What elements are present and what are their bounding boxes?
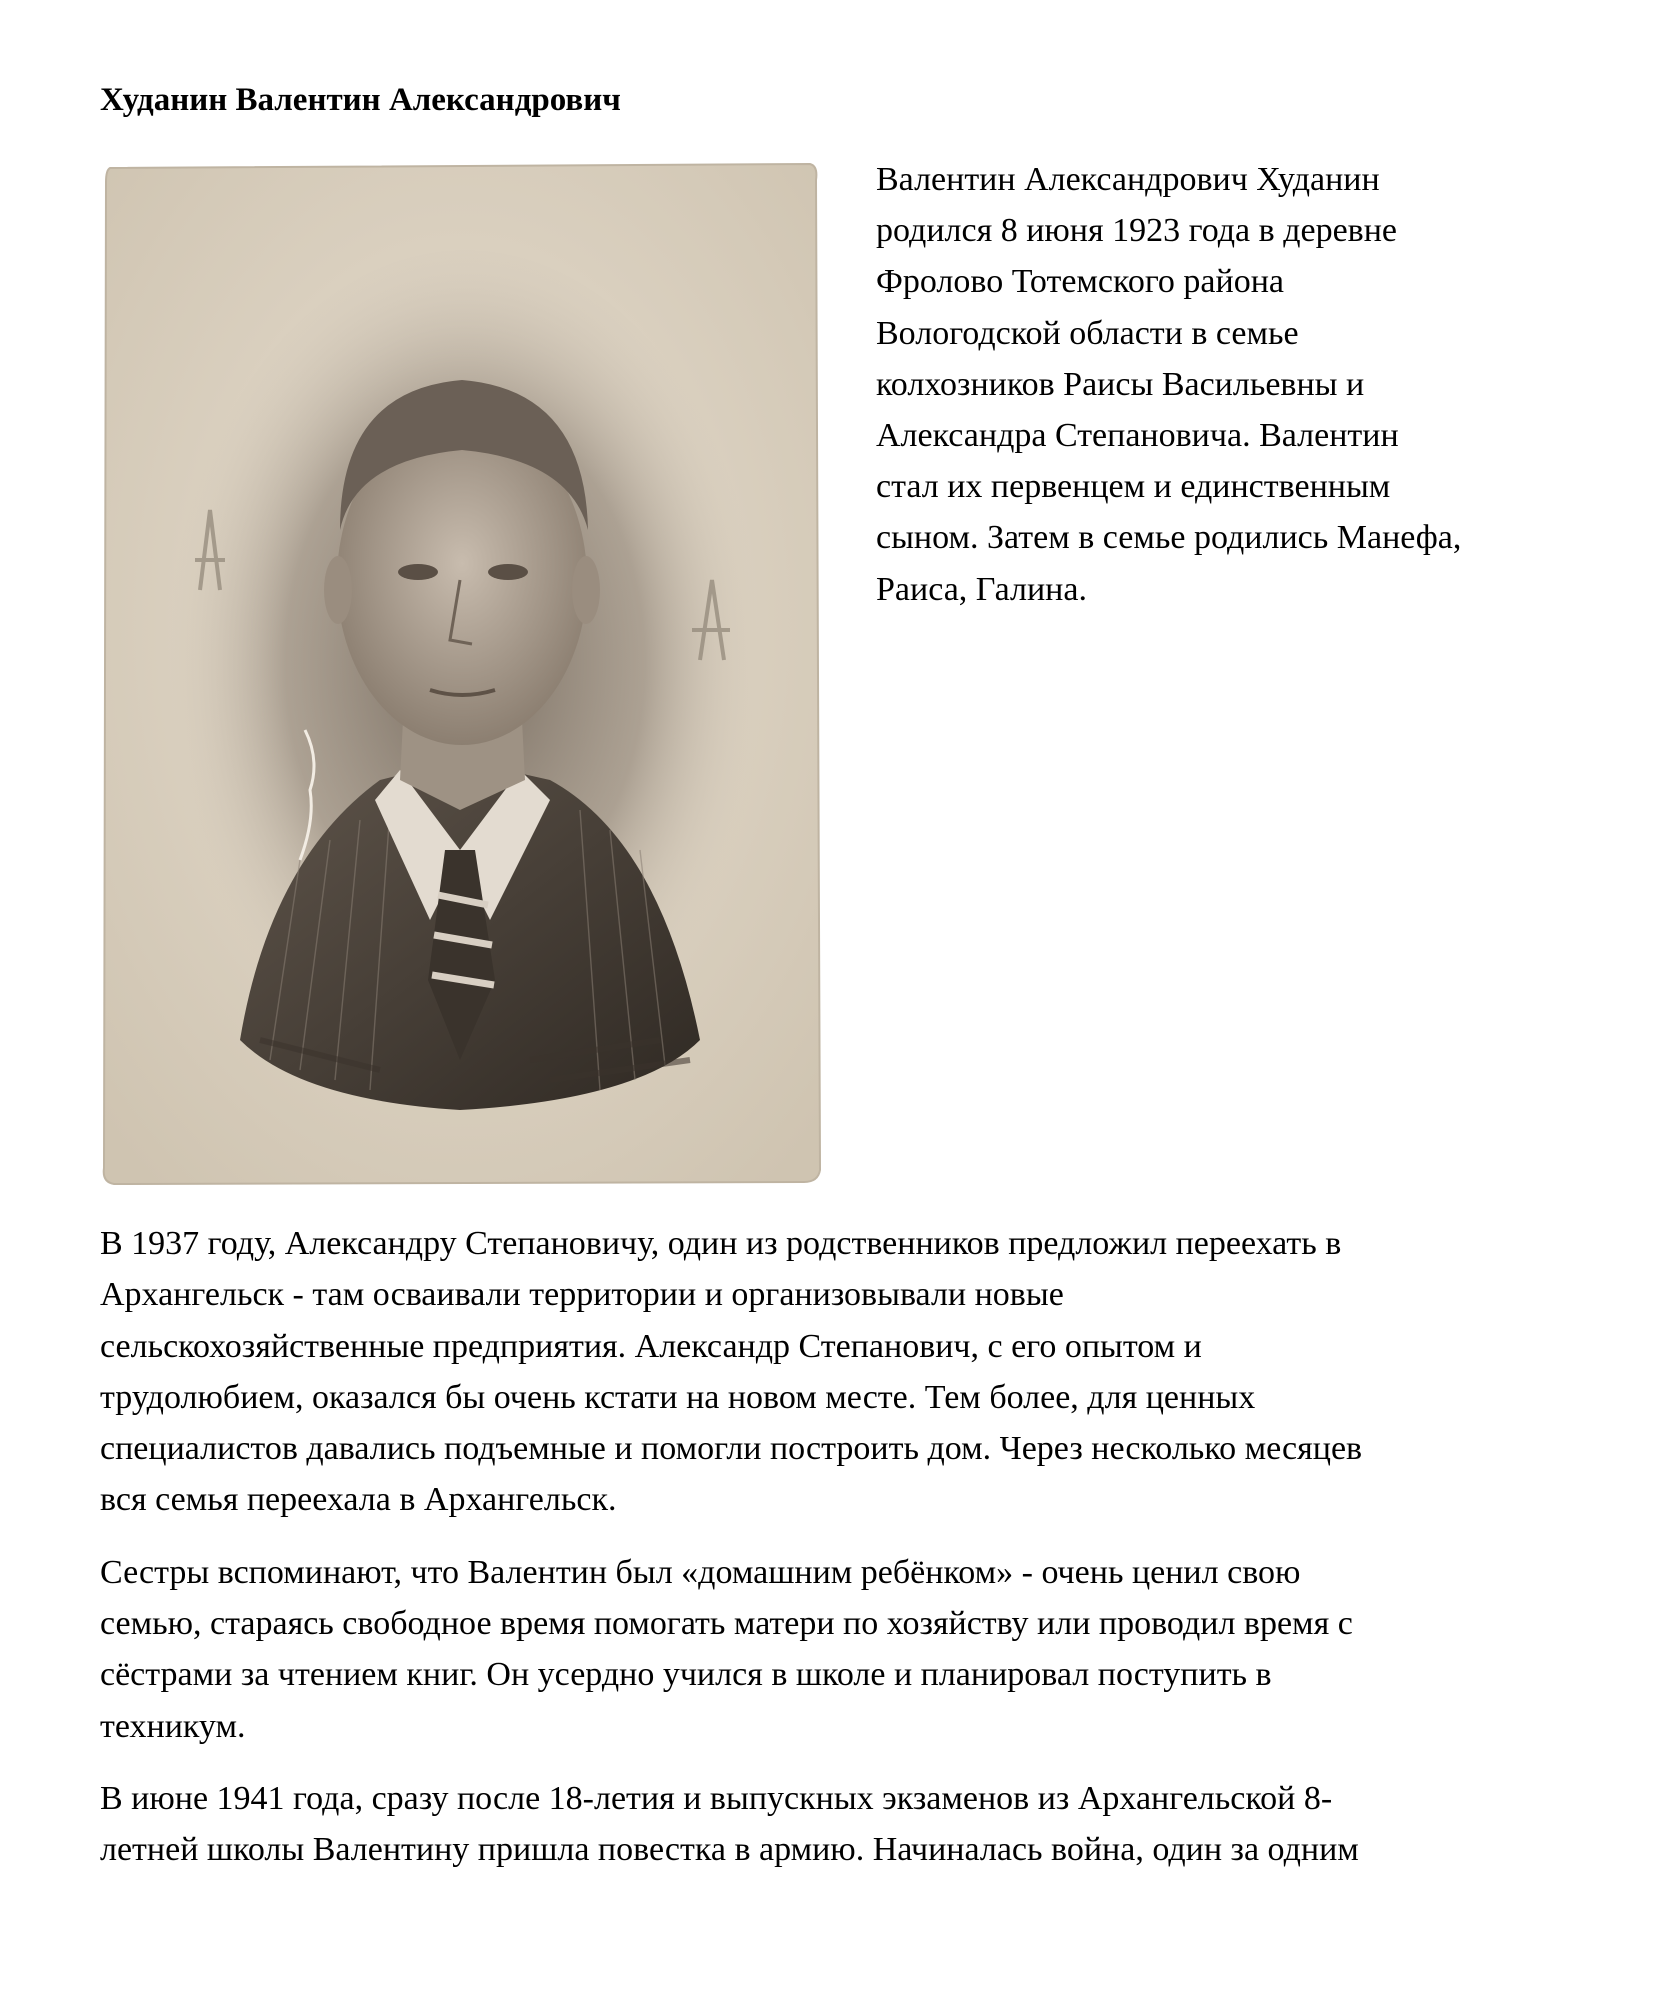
paragraph-line: В июне 1941 года, сразу после 18-летия и выпускных экзаменов из Архангельской 8- xyxy=(100,1779,1333,1817)
intro-line: Вологодской области в семье xyxy=(876,314,1299,352)
paragraph-line: трудолюбием, оказался бы очень кстати на новом месте. Тем более, для ценных xyxy=(100,1378,1256,1416)
body-text xyxy=(100,1218,1560,1897)
intro-line: Александра Степановича. Валентин xyxy=(876,417,1399,455)
paragraph-family xyxy=(100,1547,1560,1752)
intro-line: Раиса, Галина. xyxy=(876,570,1087,608)
paragraph-line: семью, стараясь свободное время помогать матери по хозяйству или проводил время с xyxy=(100,1605,1353,1643)
intro-line: колхозников Раисы Васильевны и xyxy=(876,365,1365,403)
paragraph-line: вся семья переехала в Архангельск. xyxy=(100,1481,617,1519)
intro-line: сыном. Затем в семье родились Манефа, xyxy=(876,519,1462,557)
paragraph-line: летней школы Валентину пришла повестка в армию. Начиналась война, один за одним xyxy=(100,1831,1359,1869)
paragraph-line: сёстрами за чтением книг. Он усердно учился в школе и планировал поступить в xyxy=(100,1656,1272,1694)
paragraph-line: Архангельск - там осваивали территории и организовывали новые xyxy=(100,1276,1064,1314)
intro-line: Фролово Тотемского района xyxy=(876,263,1284,301)
intro-line: родился 8 июня 1923 года в деревне xyxy=(876,212,1398,250)
page-title: Худанин Валентин Александрович xyxy=(100,82,621,118)
paragraph-line: Сестры вспоминают, что Валентин был «домашним ребёнком» - очень ценил свою xyxy=(100,1553,1301,1591)
paragraph-line: техникум. xyxy=(100,1707,246,1745)
intro-line: стал их первенцем и единственным xyxy=(876,468,1391,506)
intro-text xyxy=(876,154,1576,615)
paragraph-war xyxy=(100,1773,1560,1876)
paragraph-relocation xyxy=(100,1218,1560,1526)
paragraph-line: сельскохозяйственные предприятия. Александр Степанович, с его опытом и xyxy=(100,1327,1202,1365)
paragraph-line: В 1937 году, Александру Степановичу, один из родственников предложил переехать в xyxy=(100,1225,1342,1262)
paragraph-line: специалистов давались подъемные и помогли построить дом. Через несколько месяцев xyxy=(100,1430,1363,1468)
intro-line: Валентин Александрович Худанин xyxy=(876,161,1380,198)
portrait-photo-icon xyxy=(100,160,822,1186)
portrait-photo xyxy=(100,160,822,1186)
